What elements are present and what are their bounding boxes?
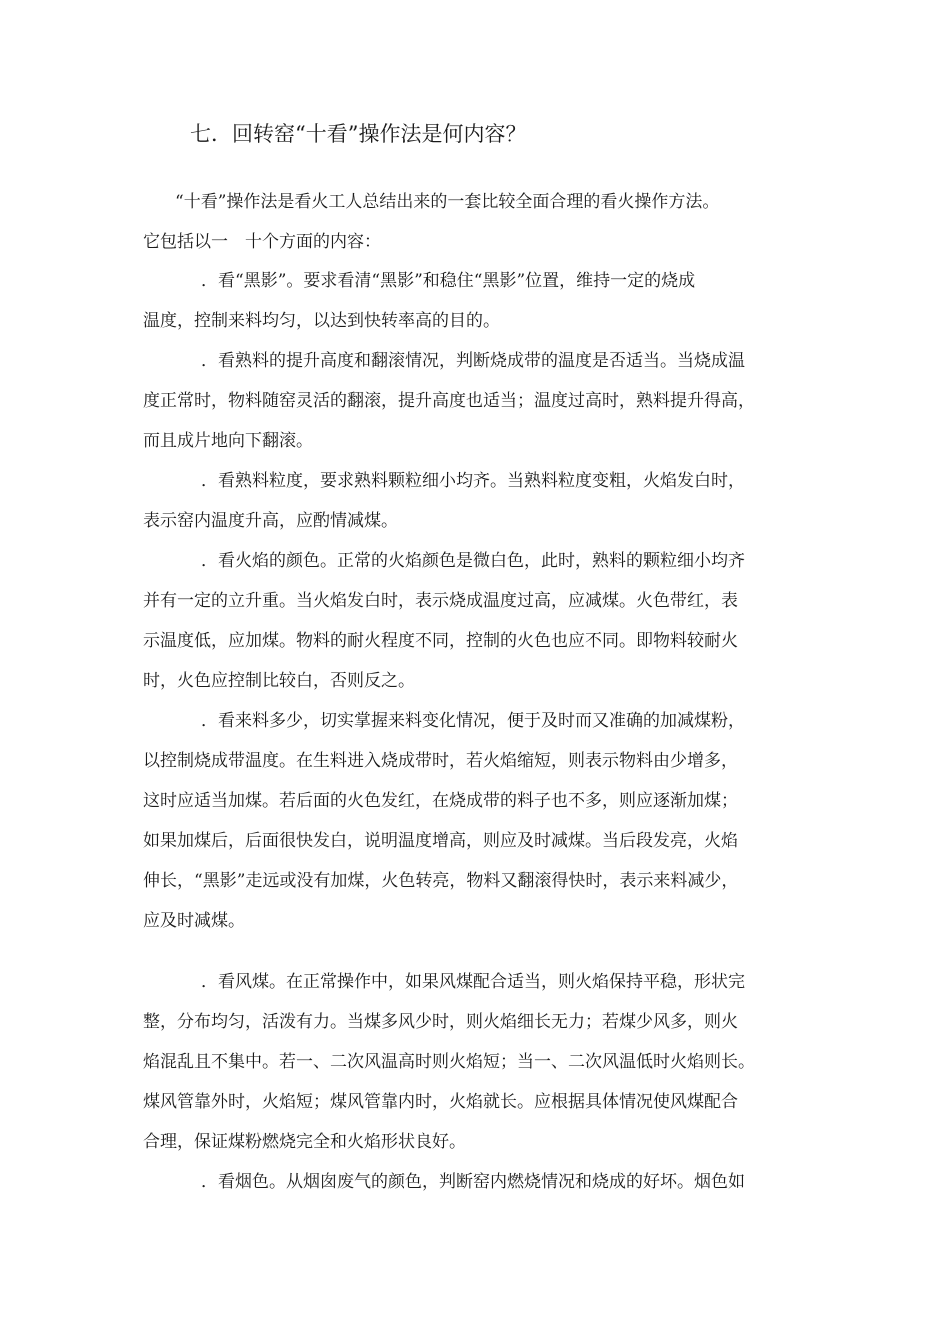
paragraph-line: ．看熟料的提升高度和翻滚情况，判断烧成带的温度是否适当。当烧成温 xyxy=(201,351,745,371)
paragraph-line: 焰混乱且不集中。若一、二次风温高时则火焰短；当一、二次风温低时火焰则长。 xyxy=(143,1052,755,1072)
paragraph-line: 这时应适当加煤。若后面的火色发红，在烧成带的料子也不多，则应逐渐加煤； xyxy=(143,791,738,811)
paragraph-line: ．看来料多少，切实掌握来料变化情况，便于及时而又准确的加减煤粉， xyxy=(201,711,745,731)
paragraph-line: 如果加煤后，后面很快发白，说明温度增高，则应及时减煤。当后段发亮，火焰 xyxy=(143,831,738,851)
section-heading: 七．回转窑“十看”操作法是何内容？ xyxy=(190,122,527,146)
paragraph-line: ．看烟色。从烟囱废气的颜色，判断窑内燃烧情况和烧成的好坏。烟色如 xyxy=(201,1172,745,1192)
paragraph-line: 而且成片地向下翻滚。 xyxy=(143,431,313,451)
item-paragraph-1 xyxy=(143,261,813,341)
paragraph-line: 时，火色应控制比较白，否则反之。 xyxy=(143,671,415,691)
paragraph-line: 伸长，“黑影”走远或没有加煤，火色转亮，物料又翻滚得快时，表示来料减少， xyxy=(143,871,739,891)
intro-paragraph xyxy=(143,182,813,262)
paragraph-line: ．看熟料粒度，要求熟料颗粒细小均齐。当熟料粒度变粗，火焰发白时， xyxy=(201,471,745,491)
paragraph-line: 合理，保证煤粉燃烧完全和火焰形状良好。 xyxy=(143,1132,466,1152)
paragraph-line: 以控制烧成带温度。在生料进入烧成带时，若火焰缩短，则表示物料由少增多， xyxy=(143,751,738,771)
intro-line: “十看”操作法是看火工人总结出来的一套比较全面合理的看火操作方法。 xyxy=(175,192,720,212)
paragraph-line: 度正常时，物料随窑灵活的翻滚，提升高度也适当；温度过高时，熟料提升得高， xyxy=(143,391,755,411)
item-paragraph-4 xyxy=(143,541,813,701)
item-paragraph-2 xyxy=(143,341,813,461)
item-paragraph-3 xyxy=(143,461,813,541)
paragraph-line: 并有一定的立升重。当火焰发白时，表示烧成温度过高，应减煤。火色带红，表 xyxy=(143,591,738,611)
paragraph-line: ．看火焰的颜色。正常的火焰颜色是微白色，此时，熟料的颗粒细小均齐 xyxy=(201,551,745,571)
paragraph-line: 煤风管靠外时，火焰短；煤风管靠内时，火焰就长。应根据具体情况使风煤配合 xyxy=(143,1092,738,1112)
paragraph-line: ．看风煤。在正常操作中，如果风煤配合适当，则火焰保持平稳，形状完 xyxy=(201,972,745,992)
paragraph-line: 应及时减煤。 xyxy=(143,911,245,931)
item-paragraph-7 xyxy=(143,1162,813,1202)
item-paragraph-5 xyxy=(143,701,813,941)
paragraph-line: ．看“黑影”。要求看清“黑影”和稳住“黑影”位置，维持一定的烧成 xyxy=(201,271,696,291)
paragraph-line: 示温度低，应加煤。物料的耐火程度不同，控制的火色也应不同。即物料较耐火 xyxy=(143,631,738,651)
paragraph-line: 整，分布均匀，活泼有力。当煤多风少时，则火焰细长无力；若煤少风多，则火 xyxy=(143,1012,738,1032)
paragraph-line: 温度，控制来料均匀，以达到快转率高的目的。 xyxy=(143,311,500,331)
paragraph-line: 表示窑内温度升高，应酌情减煤。 xyxy=(143,511,398,531)
item-paragraph-6 xyxy=(143,962,813,1162)
intro-line: 它包括以一 十个方面的内容： xyxy=(143,232,381,252)
